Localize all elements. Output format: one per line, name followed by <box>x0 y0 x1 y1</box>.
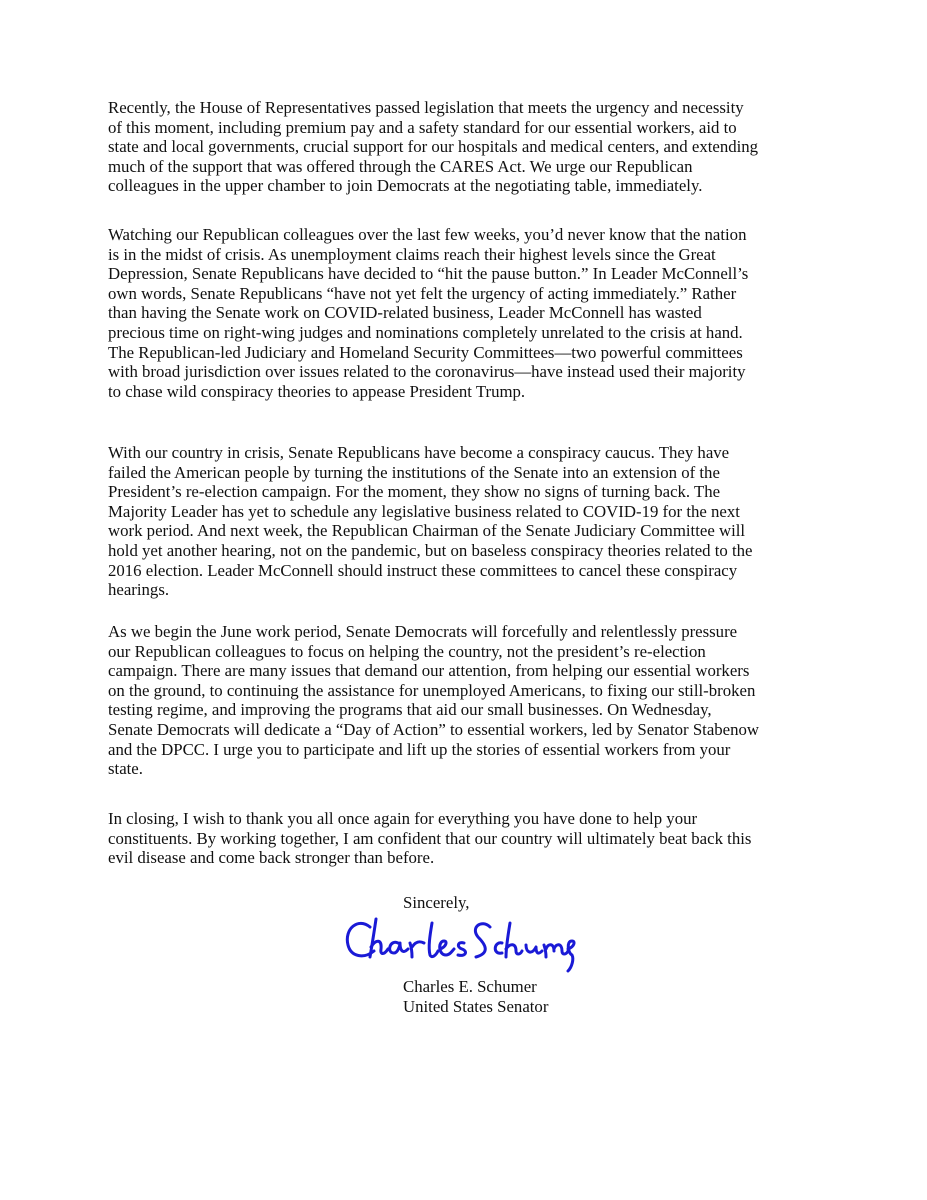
handwritten-signature <box>340 905 580 975</box>
letter-paragraph-1: Recently, the House of Representatives passed legislation that meets the urgency and necessity of this moment, including premium pay and a safety standard for our essential workers, aid to state and local governments, crucial support for our hospitals and medical centers, and extending much of the support that was offered through the CARES Act. We urge our Republican colleagues in the upper chamber to join Democrats at the negotiating table, immediately. <box>108 98 759 196</box>
closing-salutation: Sincerely, <box>403 893 470 912</box>
letter-paragraph-2: Watching our Republican colleagues over the last few weeks, you’d never know that the nation is in the midst of crisis. As unemployment claims reach their highest levels since the Great Depression, Senate Republicans have decided to “hit the pause button.” In Leader McConnell’s own words, Senate Republicans “have not yet felt the urgency of acting immediately.” Rather than having the Senate work on COVID-related business, Leader McConnell has wasted precious time on right-wing judges and nominations completely unrelated to the crisis at hand. The Republican-led Judiciary and Homeland Security Committees—two powerful committees with broad jurisdiction over issues related to the coronavirus—have instead used their majority to chase wild conspiracy theories to appease President Trump. <box>108 225 749 401</box>
signer-name: Charles E. Schumer <box>403 977 537 996</box>
letter-paragraph-5: In closing, I wish to thank you all once again for everything you have done to help your constituents. By working together, I am confident that our country will ultimately beat back this evil disease and come back stronger than before. <box>108 809 752 868</box>
signer-title: United States Senator <box>403 997 549 1016</box>
letter-paragraph-4: As we begin the June work period, Senate Democrats will forcefully and relentlessly pressure our Republican colleagues to focus on helping the country, not the president’s re-election campaign. There are many issues that demand our attention, from helping our essential workers on the ground, to continuing the assistance for unemployed Americans, to fixing our still-broken testing regime, and improving the programs that aid our small businesses. On Wednesday, Senate Democrats will dedicate a “Day of Action” to essential workers, led by Senator Stabenow and the DPCC. I urge you to participate and lift up the stories of essential workers from your state. <box>108 622 760 779</box>
letter-paragraph-3: With our country in crisis, Senate Republicans have become a conspiracy caucus. They have failed the American people by turning the institutions of the Senate into an extension of the President’s re-election campaign. For the moment, they show no signs of turning back. The Majority Leader has yet to schedule any legislative business related to COVID-19 for the next work period. And next week, the Republican Chairman of the Senate Judiciary Committee will hold yet another hearing, not on the pandemic, but on baseless conspiracy theories related to the 2016 election. Leader McConnell should instruct these committees to cancel these conspiracy hearings. <box>108 443 753 600</box>
